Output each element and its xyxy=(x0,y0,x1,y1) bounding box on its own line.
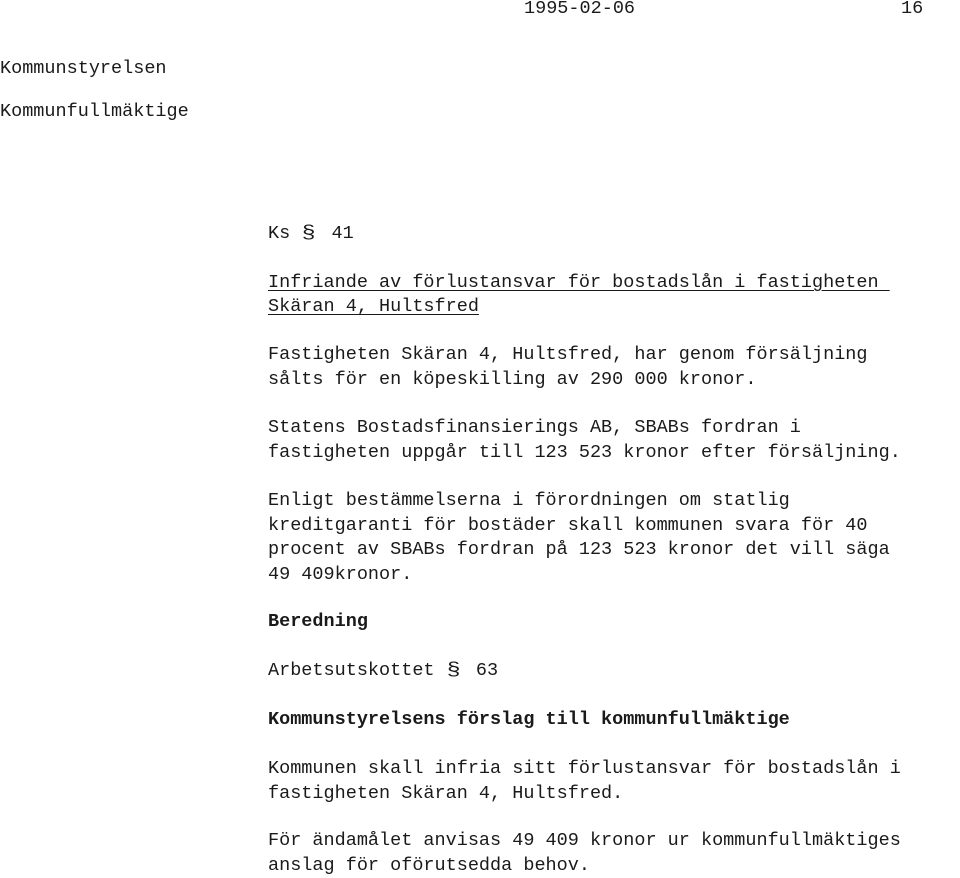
page-number: 16 xyxy=(901,0,924,19)
paragraph-guarantee xyxy=(268,489,890,587)
section-symbol: § xyxy=(301,223,317,244)
recipient-kommunstyrelsen: Kommunstyrelsen xyxy=(0,58,167,79)
text-line: Fastigheten Skäran 4, Hultsfred, har genom försäljning xyxy=(268,344,868,365)
text-line: 49 409kronor. xyxy=(268,563,413,585)
text-line: fastigheten uppgår till 123 523 kronor efter försäljning. xyxy=(268,441,901,463)
title-line-2: Skäran 4, Hultsfred xyxy=(268,296,479,317)
heading-beredning: Beredning xyxy=(268,611,368,632)
case-prefix: Ks xyxy=(268,223,291,244)
case-section-number: 41 xyxy=(331,223,354,244)
text-line: Statens Bostadsfinansierings AB, SBABs fordran i xyxy=(268,417,801,438)
section-symbol: § xyxy=(445,660,461,681)
text-line: sålts för en köpeskilling av 290 000 kronor. xyxy=(268,368,757,390)
text-line: För ändamålet anvisas 49 409 kronor ur kommunfullmäktiges xyxy=(268,830,901,851)
paragraph-proposal xyxy=(268,757,901,806)
heading-proposal: Kommunstyrelsens förslag till kommunfullmäktige xyxy=(268,709,790,730)
text-line: kreditgaranti för bostäder skall kommunen svara för 40 xyxy=(268,514,868,536)
reference-number: 63 xyxy=(475,660,499,681)
paragraph-sale xyxy=(268,343,868,392)
text-line: Kommunen skall infria sitt förlustansvar för bostadslån i xyxy=(268,758,901,779)
paragraph-claim xyxy=(268,416,901,465)
case-number xyxy=(268,222,354,247)
recipient-kommunfullmaktige: Kommunfullmäktige xyxy=(0,101,189,122)
paragraph-funding xyxy=(268,829,901,878)
document-date: 1995-02-06 xyxy=(524,0,636,19)
text-line: procent av SBABs fordran på 123 523 kronor det vill säga xyxy=(268,539,890,560)
text-line: Enligt bestämmelserna i förordningen om statlig xyxy=(268,490,790,511)
title-line-1: Infriande av förlustansvar för bostadslån i fastigheten xyxy=(268,272,890,293)
text-line: anslag för oförutsedda behov. xyxy=(268,854,590,876)
reference-label: Arbetsutskottet xyxy=(268,660,435,681)
text-line: fastigheten Skäran 4, Hultsfred. xyxy=(268,782,624,804)
arbetsutskottet-reference xyxy=(268,659,498,684)
